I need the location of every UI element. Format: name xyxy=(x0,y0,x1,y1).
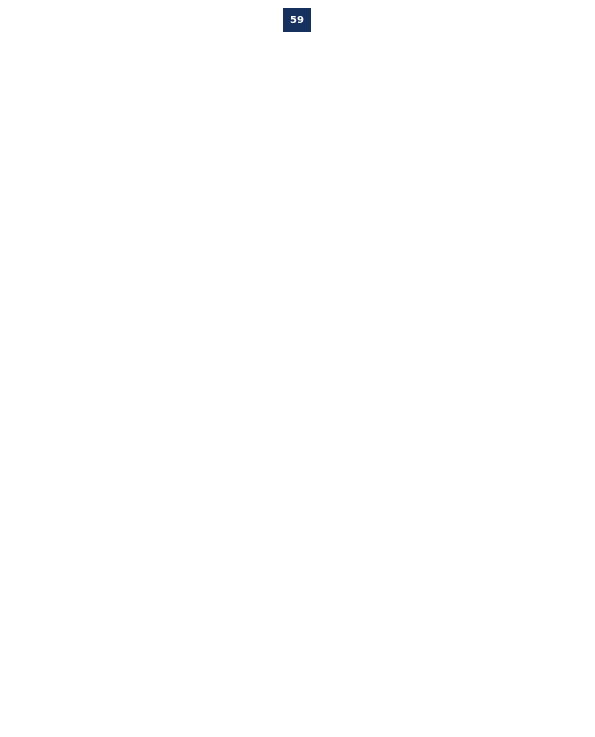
page-number: 59 xyxy=(283,8,311,32)
body-text xyxy=(112,102,480,110)
